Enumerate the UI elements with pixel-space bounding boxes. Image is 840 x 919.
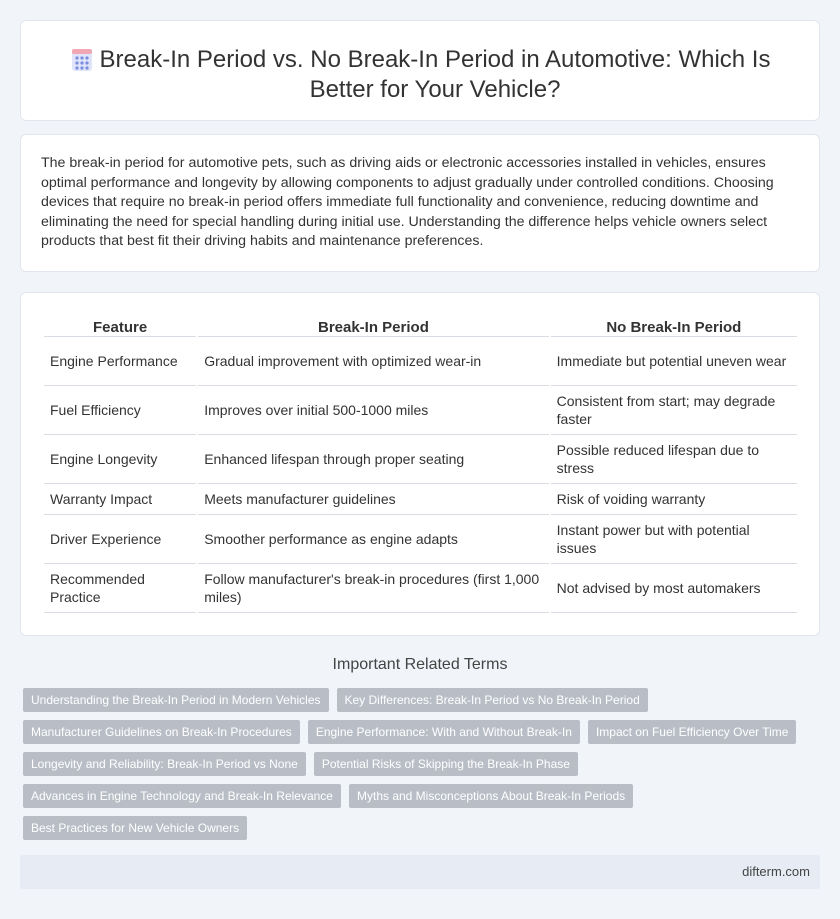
intro-paragraph: The break-in period for automotive pets, such as driving aids or electronic accessories installed in vehicles, ensures optimal performance and longevity by allowing components to adjust gradually under controlled conditions. Choosing devices that require no break-in period offers immediate full functionality and convenience, reducing downtime and eliminating the need for special handling during initial use. Understanding the difference helps vehicle owners select products that best fit their driving habits and maintenance preferences. <box>41 155 774 250</box>
table-row <box>44 515 797 564</box>
related-term-tag[interactable]: Manufacturer Guidelines on Break-In Procedures <box>23 720 300 744</box>
table-cell: Consistent from start; may degrade faster <box>551 386 797 435</box>
table-row <box>44 337 797 386</box>
related-term-tag[interactable]: Impact on Fuel Efficiency Over Time <box>588 720 797 744</box>
column-header-break-in: Break-In Period <box>198 315 548 337</box>
table-cell: Gradual improvement with optimized wear-in <box>198 337 548 386</box>
table-cell: Instant power but with potential issues <box>551 515 797 564</box>
table-row <box>44 564 797 613</box>
intro-card <box>20 134 820 272</box>
column-header-no-break-in: No Break-In Period <box>551 315 797 337</box>
table-cell: Warranty Impact <box>44 484 196 515</box>
related-term-tag[interactable]: Key Differences: Break-In Period vs No Break-In Period <box>337 688 648 712</box>
related-terms-list <box>23 688 823 848</box>
table-cell: Fuel Efficiency <box>44 386 196 435</box>
related-term-tag[interactable]: Potential Risks of Skipping the Break-In Phase <box>314 752 578 776</box>
table-cell: Engine Longevity <box>44 435 196 484</box>
table-cell: Recommended Practice <box>44 564 196 613</box>
comparison-table-card <box>20 292 820 636</box>
related-term-tag[interactable]: Longevity and Reliability: Break-In Period vs None <box>23 752 306 776</box>
table-cell: Risk of voiding warranty <box>551 484 797 515</box>
related-terms-heading: Important Related Terms <box>332 656 508 673</box>
table-cell: Possible reduced lifespan due to stress <box>551 435 797 484</box>
related-term-tag[interactable]: Best Practices for New Vehicle Owners <box>23 816 247 840</box>
footer-site-link[interactable]: difterm.com <box>742 864 810 879</box>
table-header-row <box>44 315 797 337</box>
page-title: Break-In Period vs. No Break-In Period in Automotive: Which Is Better for Your Vehicle? <box>99 46 771 103</box>
related-term-tag[interactable]: Myths and Misconceptions About Break-In Periods <box>349 784 633 808</box>
table-cell: Not advised by most automakers <box>551 564 797 613</box>
related-term-tag[interactable]: Engine Performance: With and Without Break-In <box>308 720 580 744</box>
column-header-feature: Feature <box>44 315 196 337</box>
table-cell: Meets manufacturer guidelines <box>198 484 548 515</box>
table-cell: Improves over initial 500-1000 miles <box>198 386 548 435</box>
related-term-tag[interactable]: Advances in Engine Technology and Break-In Relevance <box>23 784 341 808</box>
footer-bar <box>20 855 820 889</box>
table-row <box>44 386 797 435</box>
header-card <box>20 20 820 121</box>
table-cell: Immediate but potential uneven wear <box>551 337 797 386</box>
table-cell: Driver Experience <box>44 515 196 564</box>
table-cell: Follow manufacturer's break-in procedures (first 1,000 miles) <box>198 564 548 613</box>
related-term-tag[interactable]: Understanding the Break-In Period in Modern Vehicles <box>23 688 329 712</box>
table-cell: Enhanced lifespan through proper seating <box>198 435 548 484</box>
table-cell: Engine Performance <box>44 337 196 386</box>
table-row <box>44 435 797 484</box>
table-cell: Smoother performance as engine adapts <box>198 515 548 564</box>
table-row <box>44 484 797 515</box>
comparison-table <box>42 315 799 613</box>
